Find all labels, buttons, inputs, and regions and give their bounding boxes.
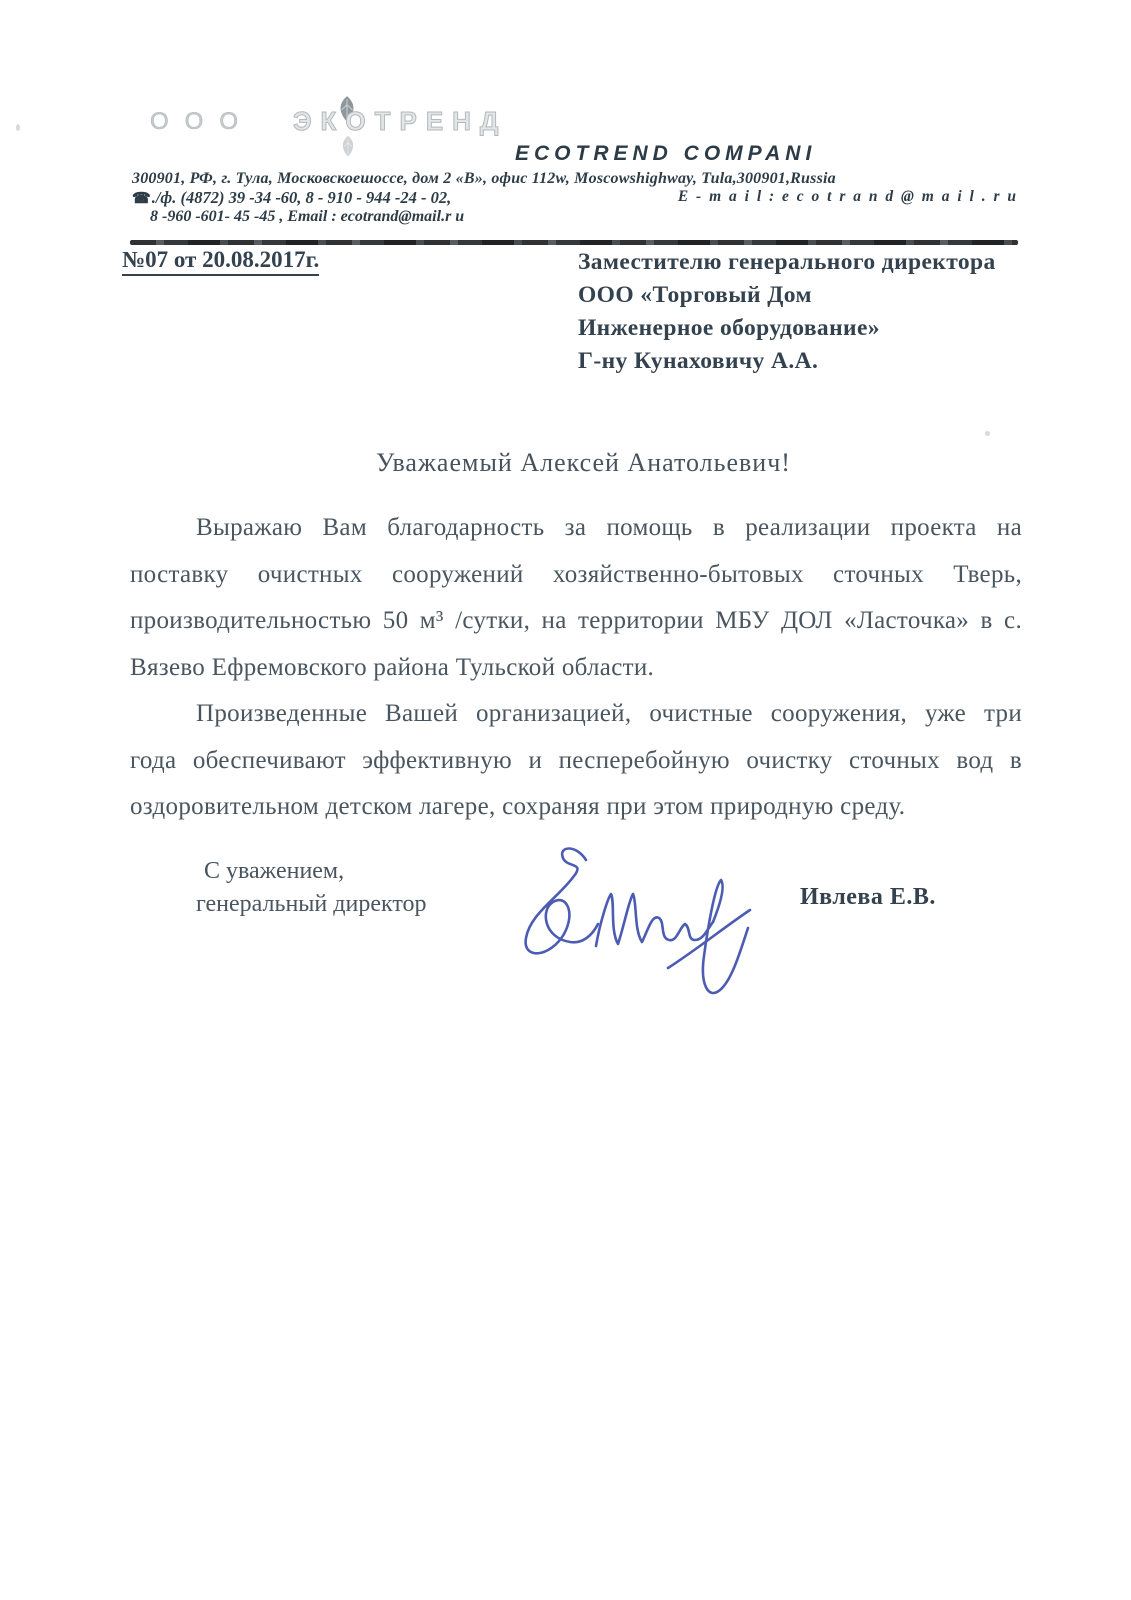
phone-line1-text: ./ф. (4872) 39 -34 -60, 8 - 910 - 944 -24 - 02, — [151, 188, 452, 207]
body-line: Произведенные Вашей организацией, очистные сооружения, уже три — [196, 700, 1022, 727]
contacts-row — [132, 188, 1018, 208]
recipient-line: ООО «Торговый Дом — [578, 282, 812, 308]
phone-line2-text: 8 -960 -601- 45 -45 , Email : ecotrand@mail.r u — [150, 208, 465, 225]
body-line: Вязево Ефремовского района Тульской области. — [130, 653, 655, 681]
scan-speck — [985, 431, 990, 436]
body-line: производительностью 50 м³ /сутки, на территории МБУ ДОЛ «Ласточка» в с. — [130, 607, 1022, 634]
body-line: оздоровительном детском лагере, сохраняя при этом природную среду. — [130, 793, 906, 820]
recipient-line: Инженерное оборудование» — [578, 315, 880, 341]
logo-ooo-text: ООО — [150, 108, 255, 135]
scan-speck — [16, 124, 20, 131]
body-line: года обеспечивают эффективную и песперебойную очистку сточных вод в — [130, 746, 1022, 774]
company-address: 300901, РФ, г. Тула, Московскоешоссе, дом 2 «В», офис 112w, Moscowshighway, Tula,300901,Russia — [132, 170, 836, 187]
salutation: Уважаемый Алексей Анатольевич! — [376, 448, 791, 477]
phone-numbers — [132, 188, 451, 208]
closing-block — [196, 855, 427, 921]
recipient-line: Г-ну Кунаховичу А.А. — [578, 348, 819, 374]
logo-company-name: ЭКОТРЕНД — [293, 106, 508, 136]
phone-icon: ☎ — [132, 191, 151, 207]
closing-line: С уважением, — [204, 858, 345, 884]
recipient-line: Заместителю генерального директора — [578, 249, 996, 275]
letter-body — [130, 505, 1022, 831]
leaf-icon — [337, 135, 359, 164]
signer-name: Ивлева Е.В. — [800, 884, 936, 910]
closing-line: генеральный директор — [196, 891, 427, 917]
recipient-block — [578, 246, 996, 378]
handwritten-signature — [468, 838, 768, 1013]
body-line: Выражаю Вам благодарность за помощь в реализации проекта на — [196, 514, 1022, 541]
reference-number-date: №07 от 20.08.2017г. — [122, 247, 319, 276]
email-address: E - m a i l : e c o t r a n d @ m a i l . r u — [677, 188, 1018, 205]
body-line: поставку очистных сооружений хозяйственно-бытовых сточных Тверь, — [130, 560, 1022, 588]
divider-bar — [130, 240, 1018, 245]
company-name-en: ECOTREND COMPANI — [515, 142, 817, 165]
